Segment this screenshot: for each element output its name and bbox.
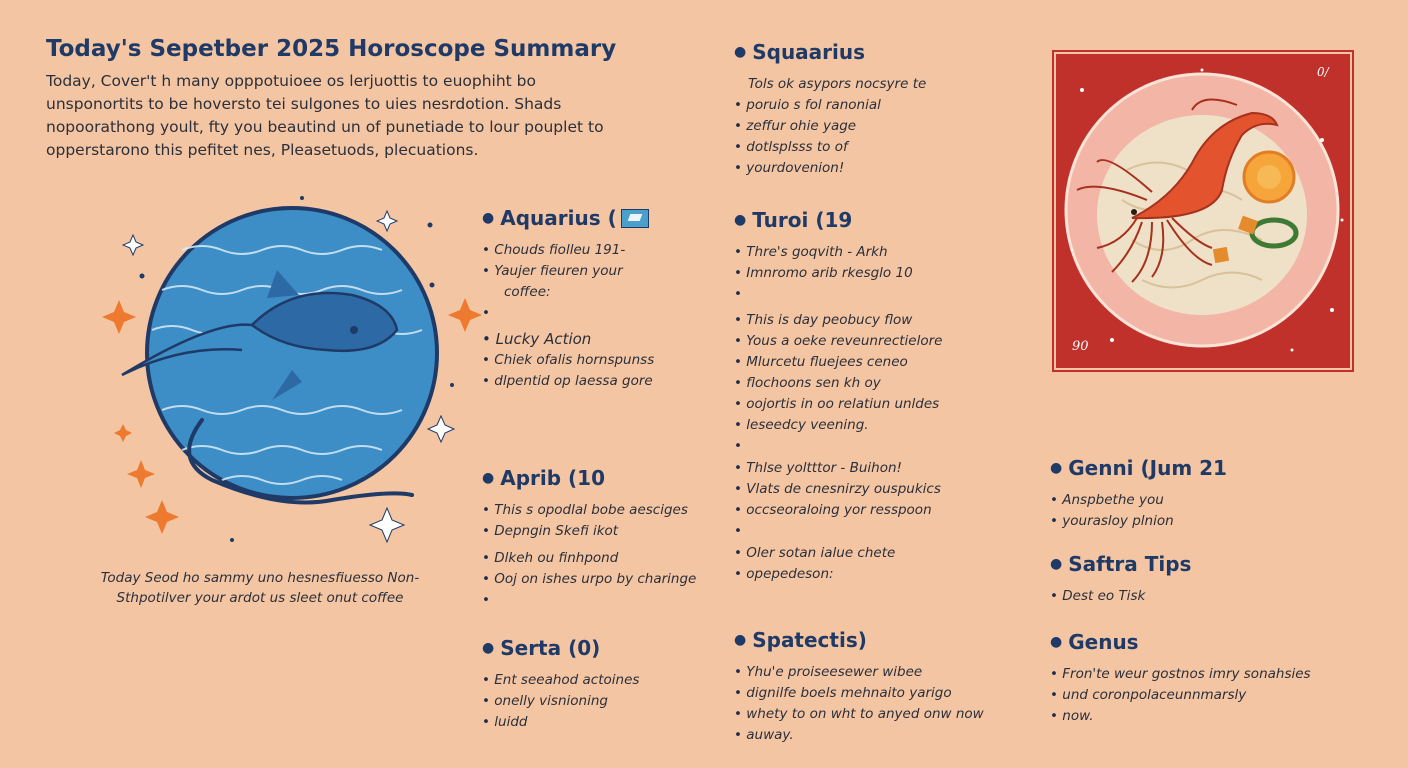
section-serta: ● Serta (0) • Ent seeahod actoines • onelly visnioning • luidd bbox=[482, 636, 639, 733]
list-item: • dotlsplsss to of bbox=[734, 137, 926, 158]
list-item: • Vlats de cnesnirzy ouspukics bbox=[734, 479, 942, 500]
list-item: • yourdovenion! bbox=[734, 158, 926, 179]
section-title: Aquarius ( bbox=[500, 206, 617, 230]
list-item: • leseedcy veening. bbox=[734, 415, 942, 436]
section-genus: ● Genus • Fron'te weur gostnos imry sonahsies • und coronpolaceunnmarsly • now. bbox=[1050, 630, 1311, 727]
intro-line: opperstarono this pefitet nes, Pleasetuods, plecuations. bbox=[46, 141, 479, 159]
intro-line: nopoorathong yoult, fty you beautind un of punetiade to lour pouplet to bbox=[46, 118, 604, 136]
list-item: • now. bbox=[1050, 706, 1311, 727]
intro-paragraph bbox=[46, 70, 686, 162]
list-item: • zeffur ohie yage bbox=[734, 116, 926, 137]
list-item: • poruio s fol ranonial bbox=[734, 95, 926, 116]
section-aprib: ● Aprib (10 • This s opodlal bobe aesciges • Depngin Skefi ikot • Dlkeh ou finhpond • Ooj on ishes urpo by charinge • bbox=[482, 466, 696, 611]
list-item: • onelly visnioning bbox=[482, 691, 639, 712]
list-item: • Yaujer fieuren your bbox=[482, 261, 654, 282]
section-title: Genus bbox=[1068, 630, 1139, 654]
section-aquarius: ● Aquarius ( • Chouds fiolleu 191- • Yaujer fieuren your coffee: • • Lucky Action • Chiek ofalis hornspunss • dlpentid op laessa gore bbox=[482, 206, 654, 392]
list-item bbox=[482, 590, 696, 611]
section-spatectis: ● Spatectis) • Yhu'e proiseesewer wibee • dignilfe boels mehnaito yarigo • whety to on wht to anyed onw now • auway. bbox=[734, 628, 984, 746]
list-item: • Yhu'e proiseesewer wibee bbox=[734, 662, 984, 683]
list-item: • Thre's goqvith - Arkh bbox=[734, 242, 942, 263]
list-item: • This is day peobucy flow bbox=[734, 310, 942, 331]
list-item: • This s opodlal bobe aesciges bbox=[482, 500, 696, 521]
list-item: • Fron'te weur gostnos imry sonahsies bbox=[1050, 664, 1311, 685]
fish-constellation-illustration bbox=[92, 180, 482, 560]
aquarius-badge-icon bbox=[621, 209, 649, 228]
food-mark-top: 0/ bbox=[1317, 65, 1329, 79]
list-item: • opepedeson: bbox=[734, 564, 942, 585]
intro-line: unsponortits to be hoversto tei sulgones to uies nesrdotion. Shads bbox=[46, 95, 562, 113]
section-title: Genni (Jum 21 bbox=[1068, 456, 1227, 480]
list-item: • oojortis in oo relatiun unldes bbox=[734, 394, 942, 415]
food-mark-bottom: 90 bbox=[1072, 339, 1089, 354]
illustration-caption bbox=[60, 568, 460, 608]
list-item: • Depngin Skefi ikot bbox=[482, 521, 696, 542]
list-item: • whety to on wht to anyed onw now bbox=[734, 704, 984, 725]
section-squaarius: ● Squaarius Tols ok asypors nocsyre te • poruio s fol ranonial • zeffur ohie yage • dotlsplsss to of • yourdovenion! bbox=[734, 40, 926, 179]
list-item: • Anspbethe you bbox=[1050, 490, 1227, 511]
list-item: • Oler sotan ialue chete bbox=[734, 543, 942, 564]
list-item: • yourasloy plnion bbox=[1050, 511, 1227, 532]
page-title: Today's Sepetber 2025 Horoscope Summary bbox=[46, 36, 617, 62]
list-item: • Chouds fiolleu 191- bbox=[482, 240, 654, 261]
caption-line: Today Seod ho sammy uno hesnesfiuesso Non- bbox=[100, 570, 420, 586]
shrimp-plate-illustration bbox=[1052, 50, 1354, 372]
caption-line: Sthpotilver your ardot us sleet onut coffee bbox=[116, 590, 404, 606]
list-item: • Lucky Action bbox=[482, 329, 654, 350]
list-item: • dignilfe boels mehnaito yarigo bbox=[734, 683, 984, 704]
section-title: Squaarius bbox=[752, 40, 866, 64]
list-item: coffee: bbox=[504, 284, 551, 300]
list-item: • Dest eo Tisk bbox=[1050, 586, 1191, 607]
section-genni: ● Genni (Jum 21 • Anspbethe you • yourasloy plnion bbox=[1050, 456, 1227, 532]
list-item: • Dlkeh ou finhpond bbox=[482, 548, 696, 569]
list-item: • occseoraloing yor resspoon bbox=[734, 500, 942, 521]
list-item: • auway. bbox=[734, 725, 984, 746]
list-item: • Ooj on ishes urpo by charinge bbox=[482, 569, 696, 590]
list-item: • dlpentid op laessa gore bbox=[482, 371, 654, 392]
list-item: • Mlurcetu fluejees ceneo bbox=[734, 352, 942, 373]
list-item: • luidd bbox=[482, 712, 639, 733]
list-item: • flochoons sen kh oy bbox=[734, 373, 942, 394]
intro-line: Today, Cover't h many opppotuioee os lerjuottis to euophiht bo bbox=[46, 72, 537, 90]
list-item: • Ent seeahod actoines bbox=[482, 670, 639, 691]
section-title: Aprib (10 bbox=[500, 466, 605, 490]
list-item: • Chiek ofalis hornspunss bbox=[482, 350, 654, 371]
section-title: Turoi (19 bbox=[752, 208, 853, 232]
section-saftra-tips: ● Saftra Tips • Dest eo Tisk bbox=[1050, 552, 1191, 607]
section-turoi: ● Turoi (19 • Thre's goqvith - Arkh • Imnromo arib rkesglo 10 • • This is day peobucy flow • Yous a oeke reveunrectielore • Mlurcetu fluejees ceneo • flochoons sen kh oy • oojortis in oo relatiun unldes • leseedcy veening. • • Thlse yoltttor - Buihon! • Vlats de cnesnirzy ouspukics • occseoraloing yor resspoon • • Oler sotan ialue chete • opepedeson: bbox=[734, 208, 942, 585]
list-item: • Imnromo arib rkesglo 10 bbox=[734, 263, 942, 284]
list-item: • und coronpolaceunnmarsly bbox=[1050, 685, 1311, 706]
list-item: • Thlse yoltttor - Buihon! bbox=[734, 458, 942, 479]
list-item: Tols ok asypors nocsyre te bbox=[748, 76, 927, 92]
section-title: Saftra Tips bbox=[1068, 552, 1192, 576]
list-item: • Yous a oeke reveunrectielore bbox=[734, 331, 942, 352]
section-title: Serta (0) bbox=[500, 636, 601, 660]
section-title: Spatectis) bbox=[752, 628, 867, 652]
